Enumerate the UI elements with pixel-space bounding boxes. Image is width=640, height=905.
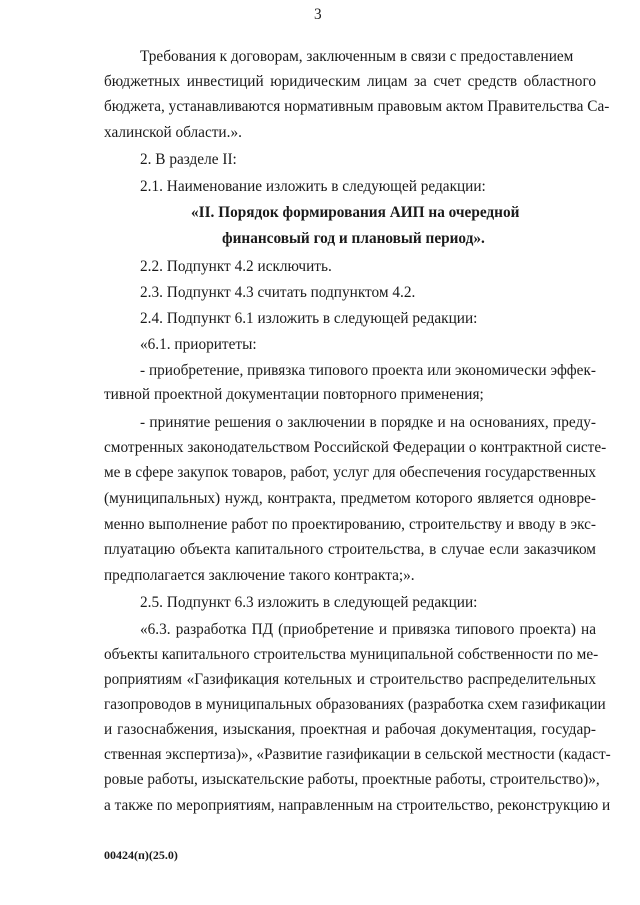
text-line-18: (муниципальных) нужд, контракта, предметом которого является одновре- <box>104 490 596 507</box>
text-line-5: 2. В разделе II: <box>140 151 237 168</box>
text-line-12: «6.1. приоритеты: <box>140 336 257 353</box>
section-heading-line-2: финансовый год и плановый период». <box>222 230 485 247</box>
text-line-19: менно выполнение работ по проектированию, строительству и вводу в экс- <box>104 516 596 533</box>
text-line-14: тивной проектной документации повторного применения; <box>104 386 484 403</box>
text-line-1: Требования к договорам, заключенным в связи с предоставлением <box>140 48 574 65</box>
section-heading-line-1: «II. Порядок формирования АИП на очередной <box>191 204 520 221</box>
page-number: 3 <box>314 6 322 23</box>
document-code: 00424(п)(25.0) <box>104 848 178 862</box>
text-line-11: 2.4. Подпункт 6.1 изложить в следующей редакции: <box>140 310 478 327</box>
text-line-16: смотренных законодательством Российской Федерации о контрактной систе- <box>104 439 607 456</box>
text-line-21: предполагается заключение такого контракта;». <box>104 567 415 584</box>
text-line-15: - принятие решения о заключении в порядке и на основаниях, преду- <box>140 414 596 431</box>
text-line-28: ственная экспертиза)», «Развитие газификации в сельской местности (кадаст- <box>104 746 611 763</box>
text-line-20: плуатацию объекта капитального строительства, в случае если заказчиком <box>104 541 596 558</box>
text-line-2: бюджетных инвестиций юридическим лицам за счет средств областного <box>104 73 596 90</box>
text-line-10: 2.3. Подпункт 4.3 считать подпунктом 4.2. <box>140 284 416 301</box>
text-line-17: ме в сфере закупок товаров, работ, услуг для обеспечения государственных <box>104 464 596 481</box>
text-line-26: газопроводов в муниципальных образованиях (разработка схем газификации <box>104 696 606 713</box>
text-line-23: «6.3. разработка ПД (приобретение и привязка типового проекта) на <box>140 621 596 638</box>
text-line-25: роприятиям «Газификация котельных и строительство распределительных <box>104 671 596 688</box>
text-line-30: а также по мероприятиям, направленным на строительство, реконструкцию и <box>104 797 611 814</box>
text-line-27: и газоснабжения, изыскания, проектная и рабочая документация, государ- <box>104 721 596 738</box>
text-line-22: 2.5. Подпункт 6.3 изложить в следующей редакции: <box>140 594 478 611</box>
text-line-3: бюджета, устанавливаются нормативным правовым актом Правительства Са- <box>104 98 610 115</box>
text-line-29: ровые работы, изыскательские работы, проектные работы, строительство)», <box>104 771 600 788</box>
text-line-9: 2.2. Подпункт 4.2 исключить. <box>140 258 332 275</box>
text-line-13: - приобретение, привязка типового проекта или экономически эффек- <box>140 362 596 379</box>
text-line-4: халинской области.». <box>104 124 242 141</box>
text-line-24: объекты капитального строительства муниципальной собственности по ме- <box>104 646 599 663</box>
text-line-6: 2.1. Наименование изложить в следующей редакции: <box>140 178 486 195</box>
